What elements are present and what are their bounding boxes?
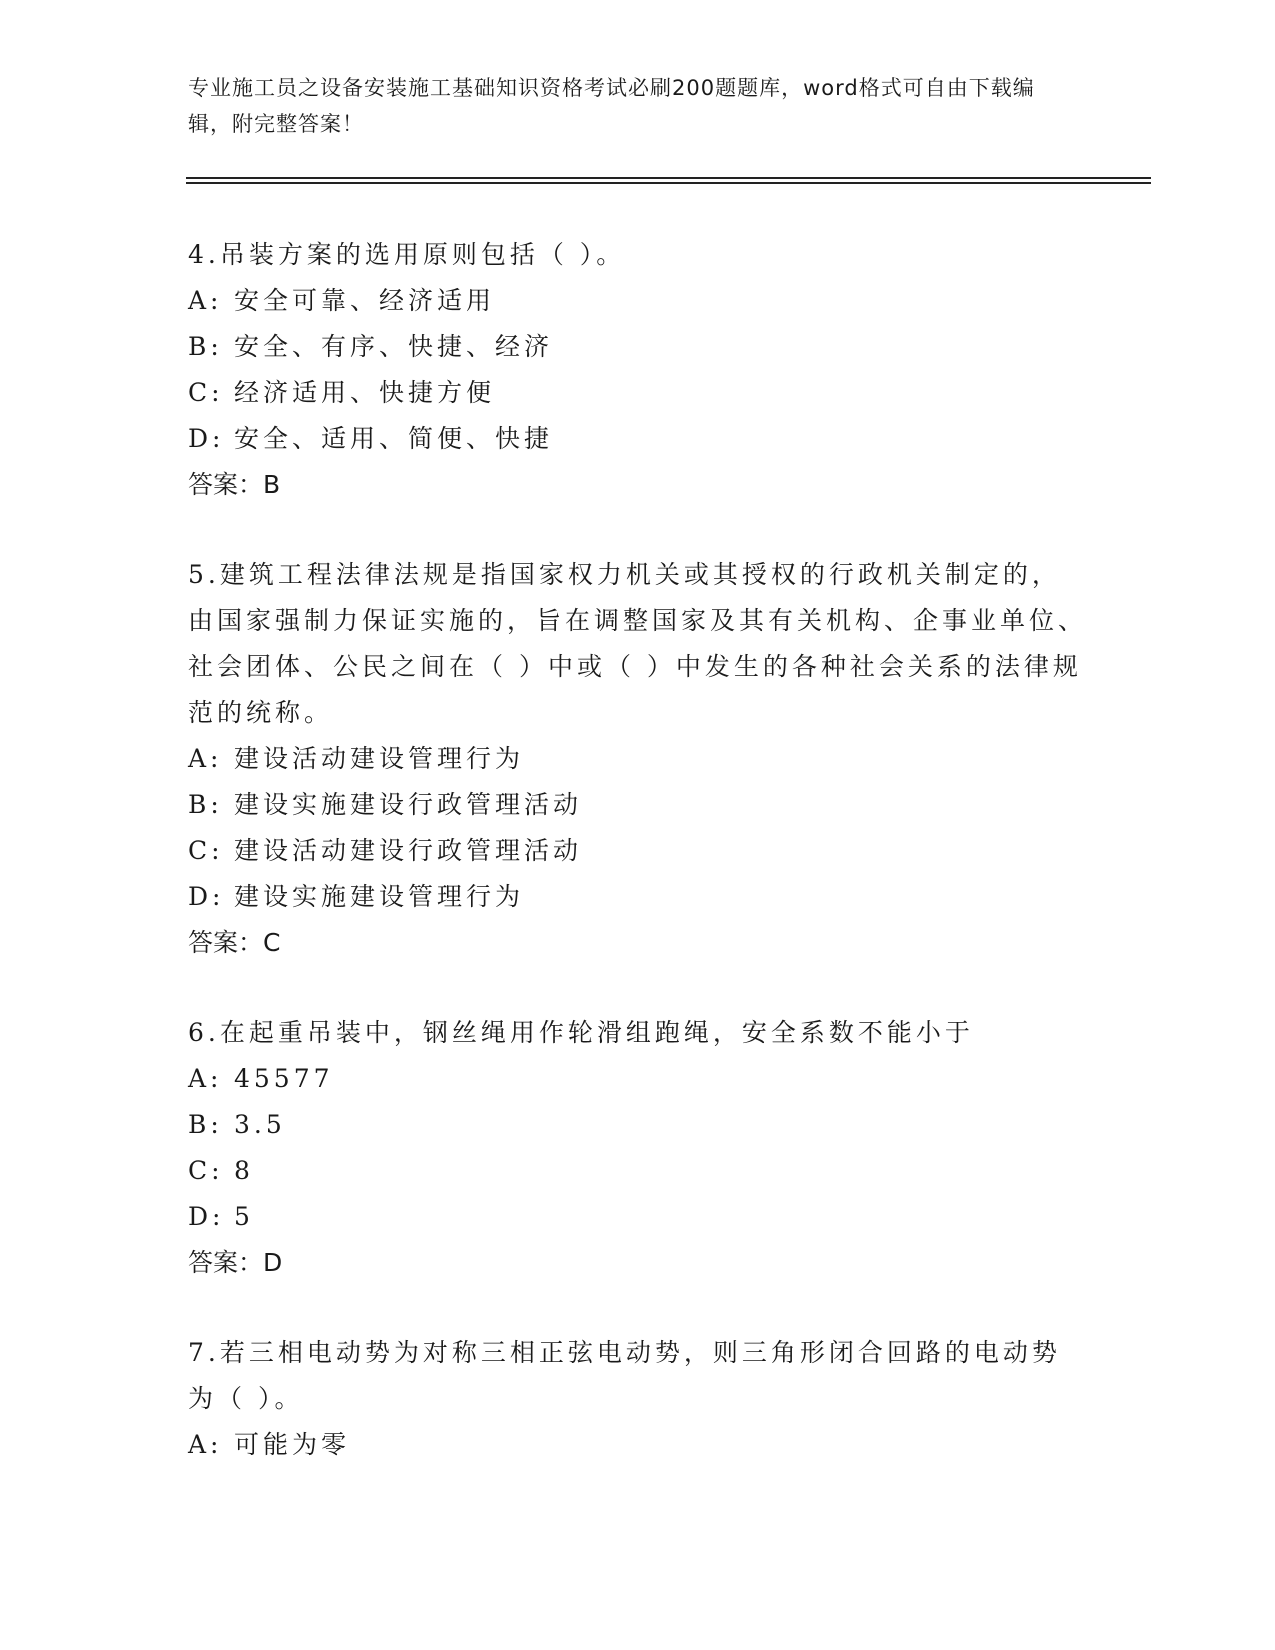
option-d [188, 1194, 1088, 1240]
option-key: B: [188, 1110, 223, 1139]
option-c [188, 370, 1088, 416]
option-text: 经济适用、快捷方便 [234, 378, 496, 407]
option-b [188, 324, 1088, 370]
option-key: A: [188, 1064, 223, 1093]
option-c [188, 1148, 1088, 1194]
header-rule-bottom [186, 182, 1151, 184]
option-text: 安全、有序、快捷、经济 [234, 332, 554, 361]
option-b [188, 1102, 1088, 1148]
answer-line: 答案：C [188, 928, 281, 957]
option-text: 5 [234, 1202, 254, 1231]
option-key: A: [188, 1430, 223, 1459]
option-text: 45577 [234, 1064, 334, 1093]
option-d [188, 874, 1088, 920]
question-stem: 4.吊装方案的选用原则包括（ ）。 [188, 240, 626, 269]
option-text: 建设活动建设行政管理活动 [234, 836, 583, 865]
question-5 [188, 552, 1088, 966]
answer-line: 答案：B [188, 470, 281, 499]
question-4 [188, 232, 1088, 508]
option-text: 可能为零 [234, 1430, 351, 1459]
option-key: B: [188, 332, 223, 361]
question-6 [188, 1010, 1088, 1286]
option-key: A: [188, 744, 223, 773]
question-7 [188, 1330, 1088, 1468]
option-a [188, 1422, 1088, 1468]
option-c [188, 828, 1088, 874]
question-stem: 6.在起重吊装中，钢丝绳用作轮滑组跑绳，安全系数不能小于 [188, 1018, 974, 1047]
option-a [188, 736, 1088, 782]
question-list [188, 232, 1088, 1512]
option-text: 建设实施建设行政管理活动 [234, 790, 583, 819]
document-header: 专业施工员之设备安装施工基础知识资格考试必刷200题题库，word格式可自由下载编辑，附完整答案！ [188, 76, 1035, 136]
option-key: C: [188, 378, 224, 407]
option-key: B: [188, 790, 223, 819]
question-stem: 5.建筑工程法律法规是指国家权力机关或其授权的行政机关制定的，由国家强制力保证实施的，旨在调整国家及其有关机构、企事业单位、社会团体、公民之间在（ ）中或（ ）中发生的各种社会关系的法律规范的统称。 [188, 560, 1088, 727]
option-text: 建设活动建设管理行为 [234, 744, 525, 773]
header-rule-top [186, 177, 1151, 179]
option-key: A: [188, 286, 223, 315]
option-key: D: [188, 424, 225, 453]
question-stem: 7.若三相电动势为对称三相正弦电动势，则三角形闭合回路的电动势为（ ）。 [188, 1338, 1061, 1413]
option-text: 3.5 [234, 1110, 286, 1139]
option-key: C: [188, 1156, 224, 1185]
option-text: 安全、适用、简便、快捷 [234, 424, 554, 453]
option-a [188, 278, 1088, 324]
option-key: C: [188, 836, 224, 865]
option-a [188, 1056, 1088, 1102]
option-b [188, 782, 1088, 828]
option-text: 8 [234, 1156, 254, 1185]
option-text: 安全可靠、经济适用 [234, 286, 496, 315]
option-d [188, 416, 1088, 462]
option-key: D: [188, 1202, 225, 1231]
answer-line: 答案：D [188, 1248, 283, 1277]
option-text: 建设实施建设管理行为 [234, 882, 525, 911]
option-key: D: [188, 882, 225, 911]
